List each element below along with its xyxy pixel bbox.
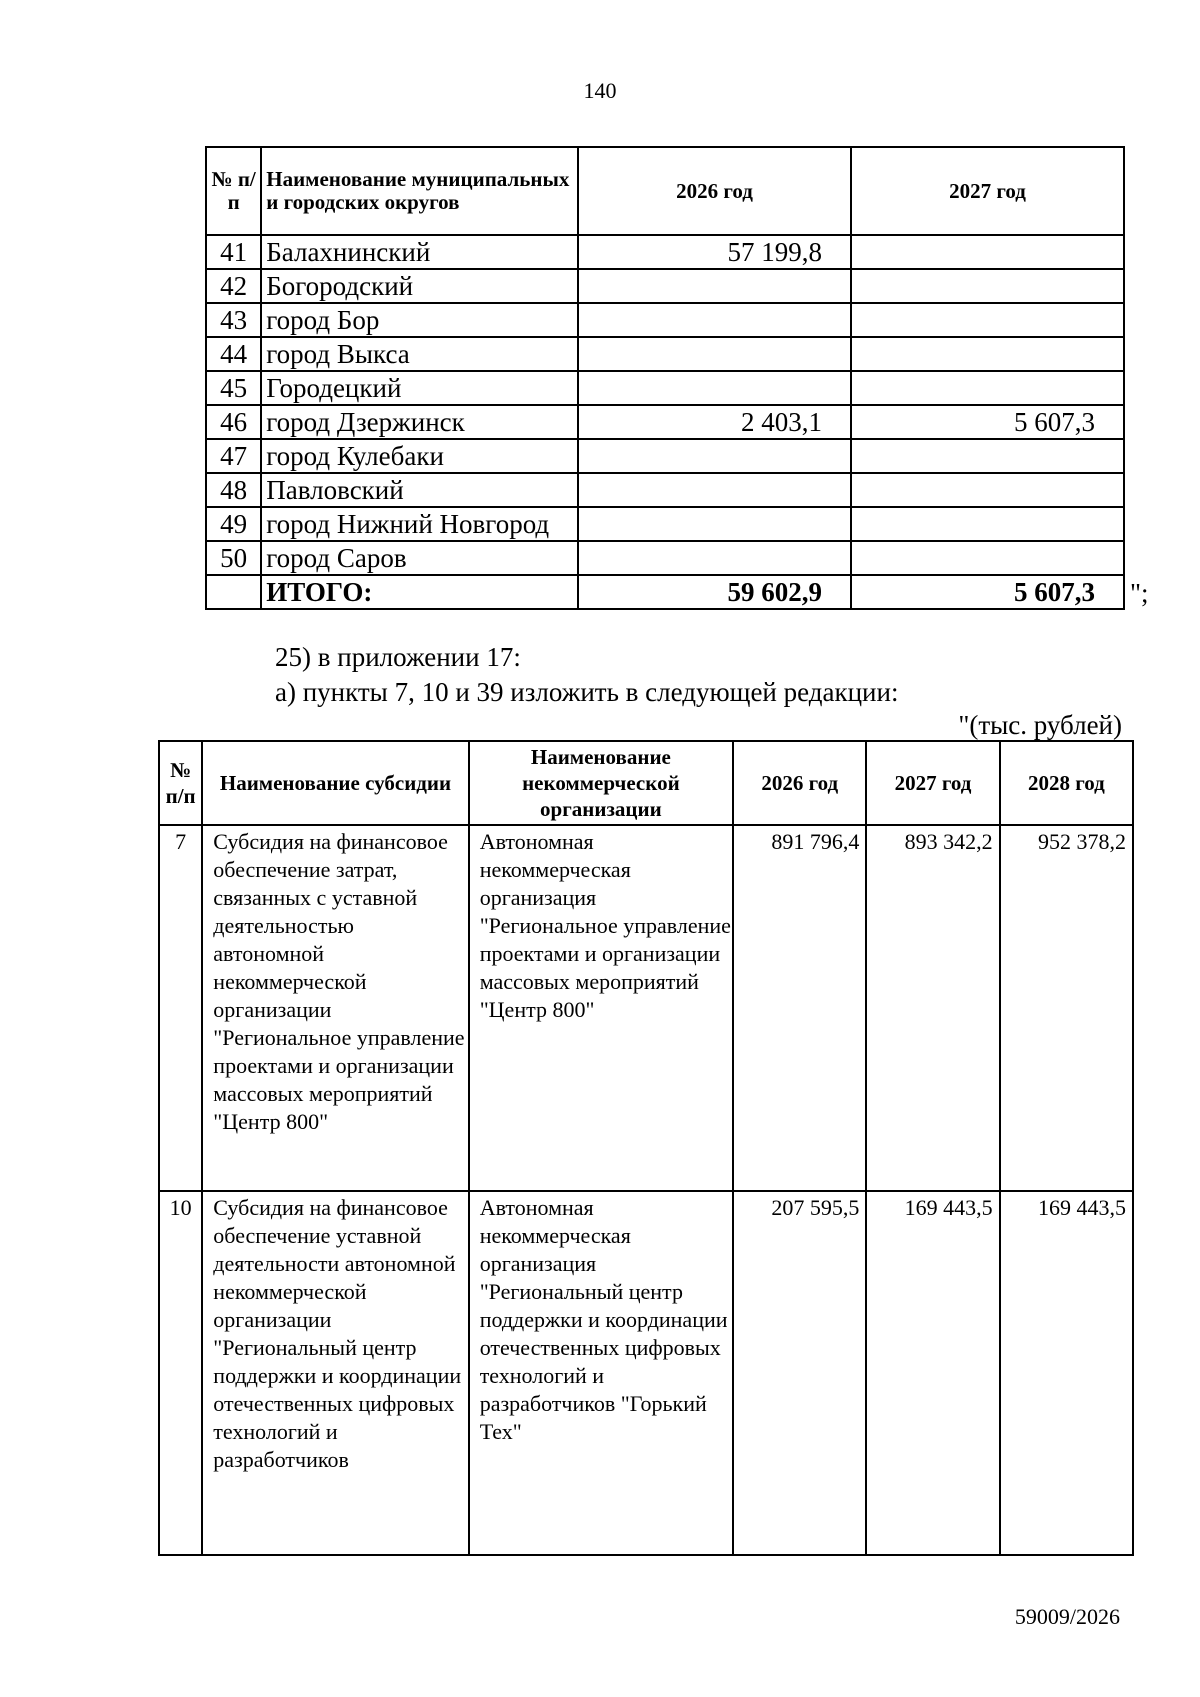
header-2027: 2027 год [851, 147, 1124, 235]
units-label: "(тыс. рублей) [958, 710, 1122, 740]
row-2027 [851, 371, 1124, 405]
header-no: № п/п [159, 741, 202, 825]
header-2026: 2026 год [733, 741, 866, 825]
closing-quote: "; [1130, 578, 1149, 608]
row-2027 [851, 541, 1124, 575]
total-label: ИТОГО: [261, 575, 578, 609]
table-row [206, 371, 1124, 405]
row-2027 [851, 269, 1124, 303]
page-number: 140 [583, 78, 617, 103]
row-municipality: город Выкса [261, 337, 578, 371]
row-no: 48 [206, 473, 261, 507]
row-municipality: город Нижний Новгород [261, 507, 578, 541]
row-no: 7 [159, 825, 202, 1191]
row-2026: 207 595,5 [733, 1191, 866, 1555]
subsidy-table [158, 740, 1134, 1556]
row-2026 [578, 303, 851, 337]
row-2027 [851, 439, 1124, 473]
table-header-row [206, 147, 1124, 235]
row-municipality: город Кулебаки [261, 439, 578, 473]
row-municipality: город Бор [261, 303, 578, 337]
table-row [206, 269, 1124, 303]
row-2027 [851, 235, 1124, 269]
row-2027: 893 342,2 [866, 825, 999, 1191]
row-no: 10 [159, 1191, 202, 1555]
table-row [206, 473, 1124, 507]
row-no: 47 [206, 439, 261, 473]
header-no: № п/п [206, 147, 261, 235]
row-2026 [578, 371, 851, 405]
row-municipality: Балахнинский [261, 235, 578, 269]
table-row [206, 235, 1124, 269]
table-row [206, 439, 1124, 473]
row-no: 46 [206, 405, 261, 439]
total-2027: 5 607,3 [851, 575, 1124, 609]
row-2026 [578, 337, 851, 371]
row-2027: 169 443,5 [866, 1191, 999, 1555]
total-2026: 59 602,9 [578, 575, 851, 609]
row-2027 [851, 337, 1124, 371]
row-municipality: город Дзержинск [261, 405, 578, 439]
row-municipality: Богородский [261, 269, 578, 303]
total-no [206, 575, 261, 609]
header-2027: 2027 год [866, 741, 999, 825]
row-2026 [578, 507, 851, 541]
row-2027: 5 607,3 [851, 405, 1124, 439]
row-municipality: Павловский [261, 473, 578, 507]
row-2026 [578, 473, 851, 507]
document-code: 59009/2026 [1014, 1604, 1120, 1629]
row-organization: Автономная некоммерческая организация "Региональное управление проектами и организации массовых мероприятий "Центр 800" [469, 825, 733, 1191]
row-no: 50 [206, 541, 261, 575]
table-row [206, 405, 1124, 439]
row-organization: Автономная некоммерческая организация "Региональный центр поддержки и координации отечественных цифровых технологий и разработчиков "Горький Тех" [469, 1191, 733, 1555]
row-2026 [578, 269, 851, 303]
paragraph-subitem-a: а) пункты 7, 10 и 39 изложить в следующей редакции: [275, 677, 899, 707]
table-row [159, 825, 1133, 1191]
table-row [206, 303, 1124, 337]
row-2026: 891 796,4 [733, 825, 866, 1191]
row-2026: 57 199,8 [578, 235, 851, 269]
table-header-row [159, 741, 1133, 825]
row-no: 45 [206, 371, 261, 405]
paragraph-item-25: 25) в приложении 17: [275, 642, 521, 672]
header-organization: Наименование некоммерческой организации [469, 741, 733, 825]
row-no: 49 [206, 507, 261, 541]
row-municipality: город Саров [261, 541, 578, 575]
table-row [206, 507, 1124, 541]
row-2028: 169 443,5 [1000, 1191, 1133, 1555]
total-row [206, 575, 1124, 609]
row-no: 44 [206, 337, 261, 371]
row-no: 42 [206, 269, 261, 303]
header-municipality: Наименование муниципальных и городских округов [261, 147, 578, 235]
row-2028: 952 378,2 [1000, 825, 1133, 1191]
municipal-allocation-table [205, 146, 1125, 610]
row-2026 [578, 439, 851, 473]
row-subsidy: Субсидия на финансовое обеспечение затрат, связанных с уставной деятельностью автономной некоммерческой организации "Региональное управление проектами и организации массовых мероприятий "Центр 800" [202, 825, 468, 1191]
table-row [159, 1191, 1133, 1555]
header-subsidy: Наименование субсидии [202, 741, 468, 825]
row-2026: 2 403,1 [578, 405, 851, 439]
row-no: 41 [206, 235, 261, 269]
row-municipality: Городецкий [261, 371, 578, 405]
row-2027 [851, 303, 1124, 337]
header-2028: 2028 год [1000, 741, 1133, 825]
table-row [206, 541, 1124, 575]
header-2026: 2026 год [578, 147, 851, 235]
row-2027 [851, 473, 1124, 507]
row-no: 43 [206, 303, 261, 337]
row-subsidy: Субсидия на финансовое обеспечение уставной деятельности автономной некоммерческой организации "Региональный центр поддержки и координации отечественных цифровых технологий и разработчиков [202, 1191, 468, 1555]
row-2027 [851, 507, 1124, 541]
table-row [206, 337, 1124, 371]
row-2026 [578, 541, 851, 575]
